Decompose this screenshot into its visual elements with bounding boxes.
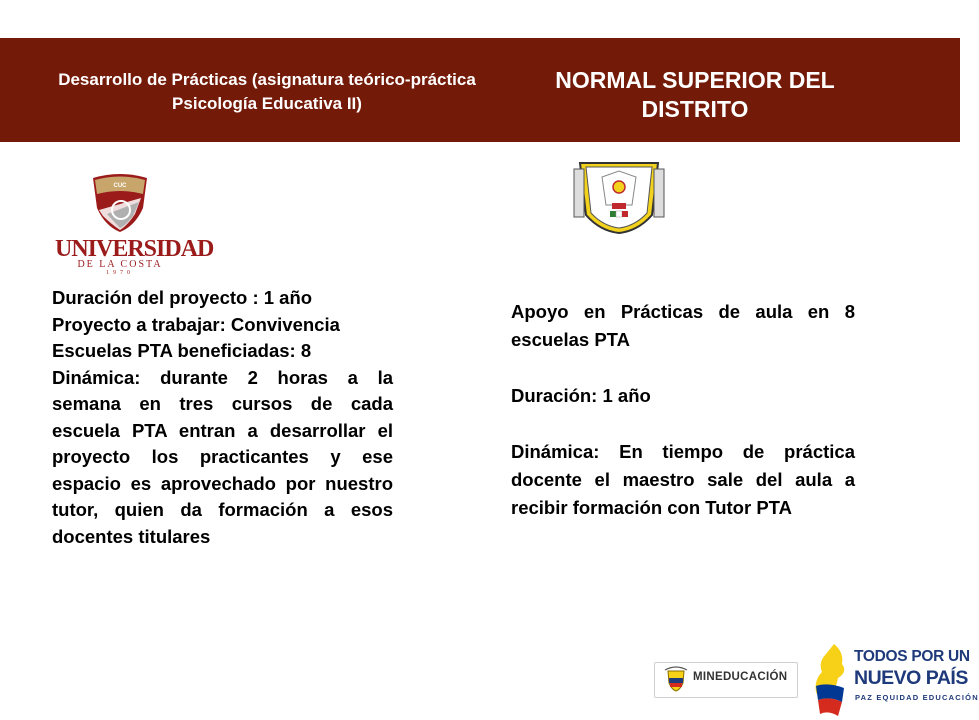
todos-line-3: PAZ EQUIDAD EDUCACIÓN [855, 693, 979, 702]
university-name: UNIVERSIDAD [55, 236, 214, 262]
universidad-de-la-costa-logo [55, 170, 214, 276]
mineducacion-logo [654, 662, 798, 698]
todos-line-2: NUEVO PAÍS [854, 667, 968, 689]
colombia-map-icon [808, 642, 854, 720]
university-year: 1970 [106, 270, 134, 276]
escuela-normal-seal-icon [572, 155, 666, 235]
beneficiary-schools: Escuelas PTA beneficiadas: 8 [52, 340, 312, 361]
project-dynamics: Dinámica: durante 2 horas a la semana en tres cursos de cada escuela PTA entran a desarrollar el proyecto los practicantes y ese espacio es aprovechado por nuestro tutor, quien da formación a esos docentes titulares [52, 366, 393, 547]
school-title: NORMAL SUPERIOR DEL DISTRITO [555, 67, 835, 122]
normal-superior-logo [572, 155, 666, 235]
project-duration: Duración del proyecto : 1 año [52, 287, 313, 308]
todos-por-un-nuevo-pais-logo [806, 640, 979, 720]
practice-support: Apoyo en Prácticas de aula en 8 escuelas PTA [511, 301, 855, 350]
project-details-right [511, 298, 855, 522]
colombia-coat-of-arms-icon [661, 665, 691, 695]
todos-line-1: TODOS POR UN [854, 648, 970, 665]
course-title: Desarrollo de Prácticas (asignatura teórico-práctica Psicología Educativa II) [58, 70, 476, 113]
project-details-left [52, 285, 393, 550]
university-subname: DE LA COSTA [77, 259, 163, 270]
university-shield-icon [55, 170, 185, 236]
university-badge: CUC [113, 183, 127, 189]
support-dynamics: Dinámica: En tiempo de práctica docente el maestro sale del aula a recibir formación con Tutor PTA [511, 441, 855, 518]
support-duration: Duración: 1 año [511, 385, 651, 406]
project-topic: Proyecto a trabajar: Convivencia [52, 313, 340, 335]
mineducacion-label: MINEDUCACIÓN [693, 671, 788, 683]
